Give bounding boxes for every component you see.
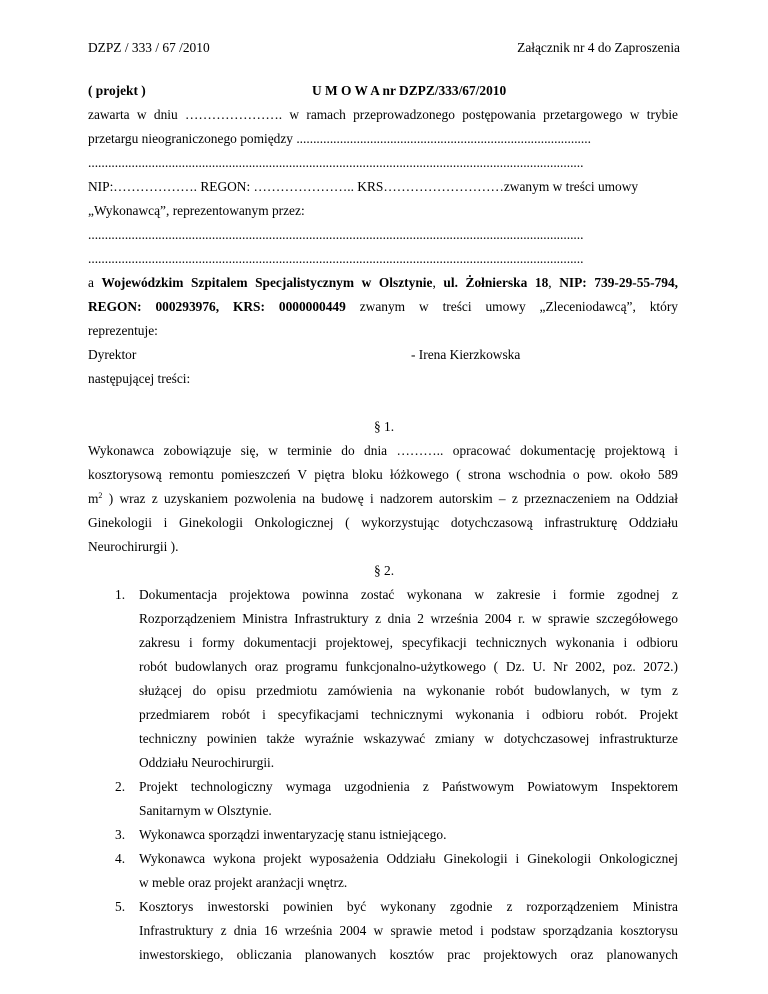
item-5-line-1: Kosztorys inwestorski powinien być wykonany zgodnie z rozporządzeniem Ministra — [139, 899, 678, 914]
project-label: ( projekt ) — [88, 83, 146, 98]
director-label: Dyrektor — [88, 347, 137, 362]
intro-content-label: następującej treści: — [88, 371, 191, 386]
unit-m: m — [88, 491, 99, 506]
hospital-name: Wojewódzkim Szpitalem Specjalistycznym w Olsztynie — [101, 275, 433, 290]
intro-nip-line: NIP:………………. REGON: ………………….. KRS………………………zwanym w treści umowy — [88, 179, 639, 194]
item-2-line-2: Sanitarnym w Olsztynie. — [139, 803, 272, 818]
item-1-number: 1. — [115, 587, 126, 602]
item-1-line-7: techniczny powinien także wyraźnie wskazywać zmiany w dotychczasowej infrastrukturze — [139, 731, 678, 746]
section-1-line-3-text: ) wraz z uzyskaniem pozwolenia na budowę i nadzorem autorskim – z przeznaczeniem na Oddział — [102, 491, 678, 506]
item-3-line-1: Wykonawca sporządzi inwentaryzację stanu istniejącego. — [139, 827, 447, 842]
section-1-heading: § 1. — [373, 419, 395, 434]
hospital-address: ul. Żołnierska 18 — [443, 275, 549, 290]
item-1-line-3: zakresu i formy dokumentacji projektowej, specyfikacji technicznych wykonania i odbioru — [139, 635, 678, 650]
item-2-line-1: Projekt technologiczny wymaga uzgodnienia z Państwowym Powiatowym Inspektorem — [139, 779, 678, 794]
item-4-number: 4. — [115, 851, 126, 866]
item-1-line-8: Oddziału Neurochirurgii. — [139, 755, 275, 770]
section-1-line-4: Ginekologii i Ginekologii Onkologicznej ( wykorzystując dotychczasową infrastrukturę Oddziału — [88, 515, 678, 530]
sep-1: , — [432, 275, 444, 290]
intro-represents: reprezentuje: — [88, 323, 158, 338]
sep-2: , — [548, 275, 560, 290]
section-1-line-3 — [88, 491, 678, 507]
intro-line-1: zawarta w dniu …………………. w ramach przeprowadzonego postępowania przetargowego w trybie — [88, 107, 678, 122]
item-1-line-2: Rozporządzeniem Ministra Infrastruktury z dnia 2 września 2004 r. w sprawie szczegółowego — [139, 611, 678, 626]
intro-contractor-line: „Wykonawcą”, reprezentowanym przez: — [88, 203, 305, 218]
header-attachment: Załącznik nr 4 do Zaproszenia — [517, 40, 680, 55]
item-1-line-4: robót budowlanych oraz programu funkcjonalno-użytkowego ( Dz. U. Nr 2002, poz. 2072.) — [139, 659, 678, 674]
intro-line-2: przetargu nieograniczonego pomiędzy ........................................................................................ — [88, 131, 591, 146]
intro-regon-line — [88, 299, 678, 315]
item-1-line-5: służącej do opisu przedmiotu zamówienia na wykonanie robót budowlanych, w tym z — [139, 683, 678, 698]
item-4-line-2: w meble oraz projekt aranżacji wnętrz. — [139, 875, 348, 890]
item-5-number: 5. — [115, 899, 126, 914]
intro-client-text: zwanym w treści umowy „Zleceniodawcą”, który — [345, 299, 678, 314]
section-1-line-1: Wykonawca zobowiązuje się, w terminie do dnia ……….. opracować dokumentację projektową i — [88, 443, 678, 458]
section-1-line-2: kosztorysową remontu pomieszczeń V piętra bloku łóżkowego ( strona wschodnia o pow. około 589 — [88, 467, 678, 482]
intro-dots-1: .................................................................................................................................................... — [88, 155, 584, 170]
section-1-line-5: Neurochirurgii ). — [88, 539, 179, 554]
hospital-nip: NIP: 739-29-55-794, — [559, 275, 679, 290]
item-3-number: 3. — [115, 827, 126, 842]
item-5-line-3: inwestorskiego, obliczania planowanych kosztów prac projektowych oraz planowanych — [139, 947, 678, 962]
intro-hospital-prefix: a — [88, 275, 102, 290]
section-2-heading: § 2. — [373, 563, 395, 578]
intro-dots-3: .................................................................................................................................................... — [88, 251, 584, 266]
item-1-line-6: przedmiarem robót i specyfikacjami technicznymi wykonania i odbioru robót. Projekt — [139, 707, 678, 722]
intro-dots-2: .................................................................................................................................................... — [88, 227, 584, 242]
unit-sup: 2 — [98, 491, 103, 500]
item-2-number: 2. — [115, 779, 126, 794]
intro-hospital-line — [88, 275, 678, 291]
header-reference: DZPZ / 333 / 67 /2010 — [88, 40, 210, 55]
item-4-line-1: Wykonawca wykona projekt wyposażenia Oddziału Ginekologii i Ginekologii Onkologicznej — [139, 851, 678, 866]
hospital-regon-krs: REGON: 000293976, KRS: 0000000449 — [88, 299, 346, 314]
item-1-line-1: Dokumentacja projektowa powinna zostać wykonana w zakresie i formie zgodnej z — [139, 587, 678, 602]
item-5-line-2: Infrastruktury z dnia 16 września 2004 w sprawie metod i podstaw sporządzania kosztorysu — [139, 923, 678, 938]
contract-title: U M O W A nr DZPZ/333/67/2010 — [312, 83, 507, 98]
director-name: - Irena Kierzkowska — [411, 347, 521, 362]
